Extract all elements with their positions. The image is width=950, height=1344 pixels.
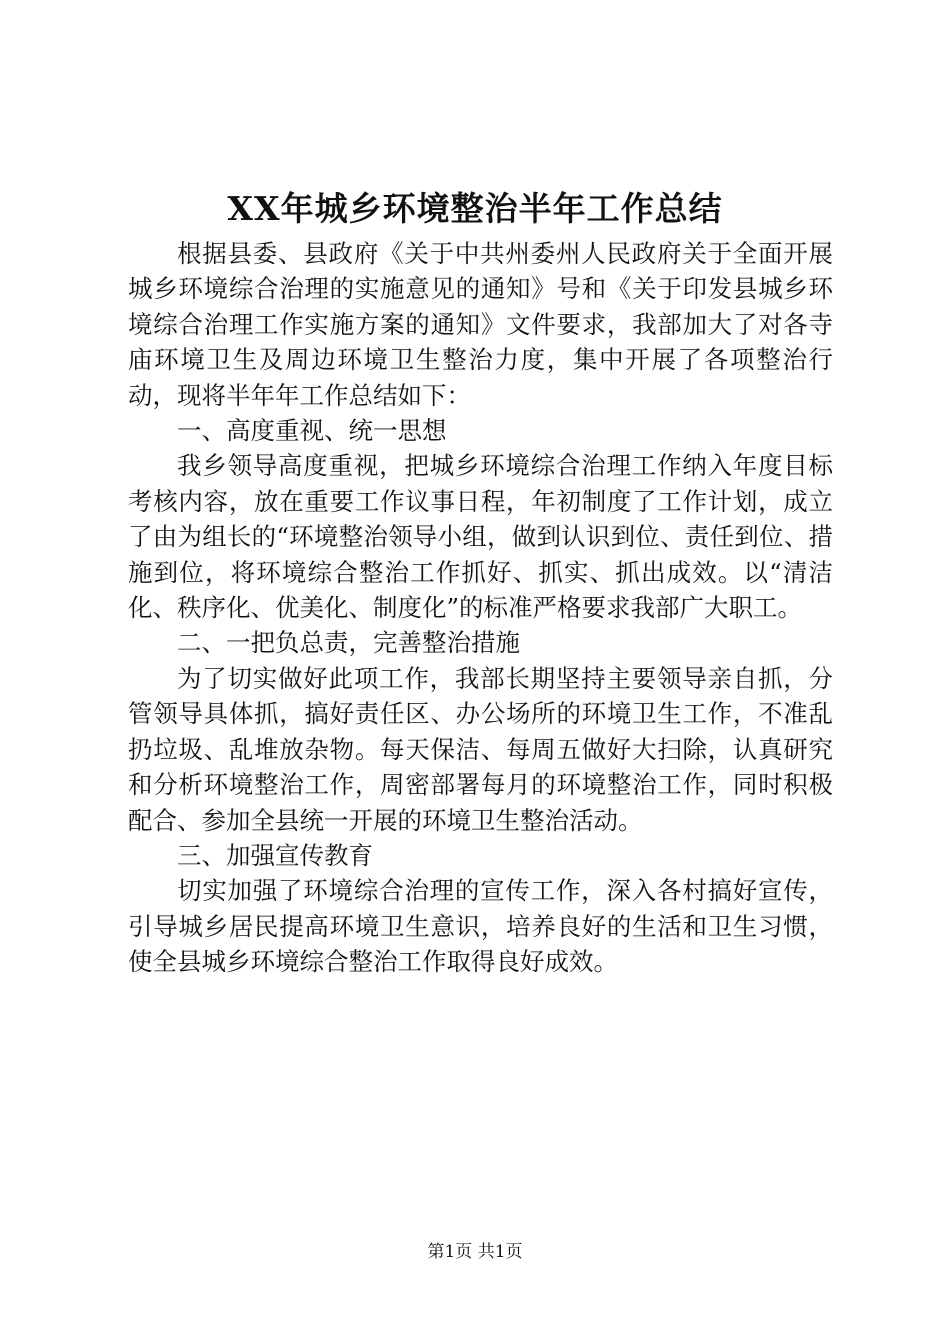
document-body: [128, 236, 833, 980]
section-2-heading: 二、一把负总责，完善整治措施: [177, 628, 520, 658]
document-title: XX年城乡环境整治半年工作总结: [227, 189, 723, 228]
intro-paragraph: 根据县委、县政府《关于中共州委州人民政府关于全面开展城乡环境综合治理的实施意见的通知》号和《关于印发县城乡环境综合治理工作实施方案的通知》文件要求，我部加大了对各寺庙环境卫生及周边环境卫生整治力度，集中开展了各项整治行动，现将半年年工作总结如下：: [128, 239, 833, 410]
section-1-heading: 一、高度重视、统一思想: [177, 416, 447, 446]
section-3-body: 切实加强了环境综合治理的宣传工作，深入各村搞好宣传，引导城乡居民提高环境卫生意识，培养良好的生活和卫生习惯，使全县城乡环境综合整治工作取得良好成效。: [128, 876, 833, 977]
section-3-heading: 三、加强宣传教育: [177, 840, 373, 870]
page-number-footer: 第1页 共1页: [427, 1242, 523, 1262]
section-2-body: 为了切实做好此项工作，我部长期坚持主要领导亲自抓，分管领导具体抓，搞好责任区、办公场所的环境卫生工作，不准乱扔垃圾、乱堆放杂物。每天保洁、每周五做好大扫除，认真研究和分析环境整治工作，周密部署每月的环境整治工作，同时积极配合、参加全县统一开展的环境卫生整治活动。: [128, 663, 833, 835]
section-1-body: 我乡领导高度重视，把城乡环境综合治理工作纳入年度目标考核内容，放在重要工作议事日程，年初制度了工作计划，成立了由为组长的“环境整治领导小组，做到认识到位、责任到位、措施到位，将环境综合整治工作抓好、抓实、抓出成效。以“清洁化、秩序化、优美化、制度化”的标准严格要求我部广大职工。: [128, 451, 833, 623]
